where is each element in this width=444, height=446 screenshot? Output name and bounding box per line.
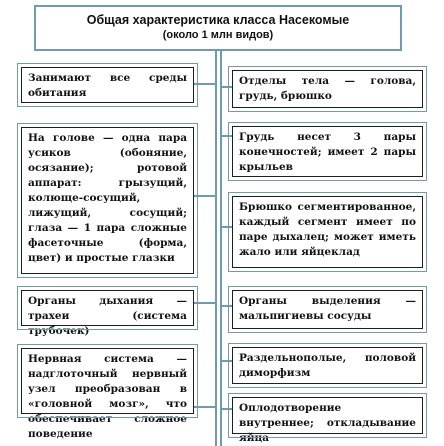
connector-right-2: [222, 135, 232, 137]
connector-right-1: [222, 86, 232, 88]
connector-left-2: [194, 195, 215, 197]
box-nervous-system: Нервная система — надглоточный нервный узел преобразован в «головной мозг», что обеспечивает сложное поведение: [21, 348, 194, 414]
connector-right-6: [222, 408, 232, 410]
connector-right-5: [222, 360, 232, 362]
box-reproduction: Раздельнополые, половой диморфизм: [232, 347, 423, 384]
diagram-title: [34, 5, 402, 51]
connector-left-1: [194, 83, 215, 85]
box-habitat: Занимают все среды обитания: [21, 67, 194, 103]
box-fertilization: Оплодотворение внутреннее; откладывание яйца: [232, 397, 423, 434]
connector-left-3: [194, 302, 215, 304]
box-head: На голове — одна пара усиков (обоняние, осязание); ротовой аппарат: грызущий, колюще-сосущий, лижущий, сосущий; глаза — 1 пара сложные фасеточные (форма, цвет) и простые глазки: [21, 127, 194, 274]
connector-right-4: [222, 305, 232, 307]
connector-right-3: [222, 226, 232, 228]
connector-left-4: [194, 406, 215, 408]
vertical-trunk-line: [215, 51, 217, 446]
title-main: Общая характеристика класса Насекомые: [86, 13, 350, 27]
vertical-trunk-line-2: [220, 51, 222, 446]
box-thorax: Грудь несет 3 пары конечностей; имеет 2 пары крыльев: [232, 126, 423, 177]
title-subtitle: (около 1 млн видов): [162, 29, 274, 41]
box-excretion: Органы выделения — мальпигиевы сосуды: [232, 290, 423, 329]
box-respiration: Органы дыхания — трахеи (система трубочек): [21, 290, 194, 326]
box-body-parts: Отделы тела — голова, грудь, брюшко: [232, 70, 423, 108]
box-abdomen: Брюшко сегментированное, каждый сегмент имеет по паре дыхалец; может иметь жало или яйцеклад: [232, 196, 423, 268]
